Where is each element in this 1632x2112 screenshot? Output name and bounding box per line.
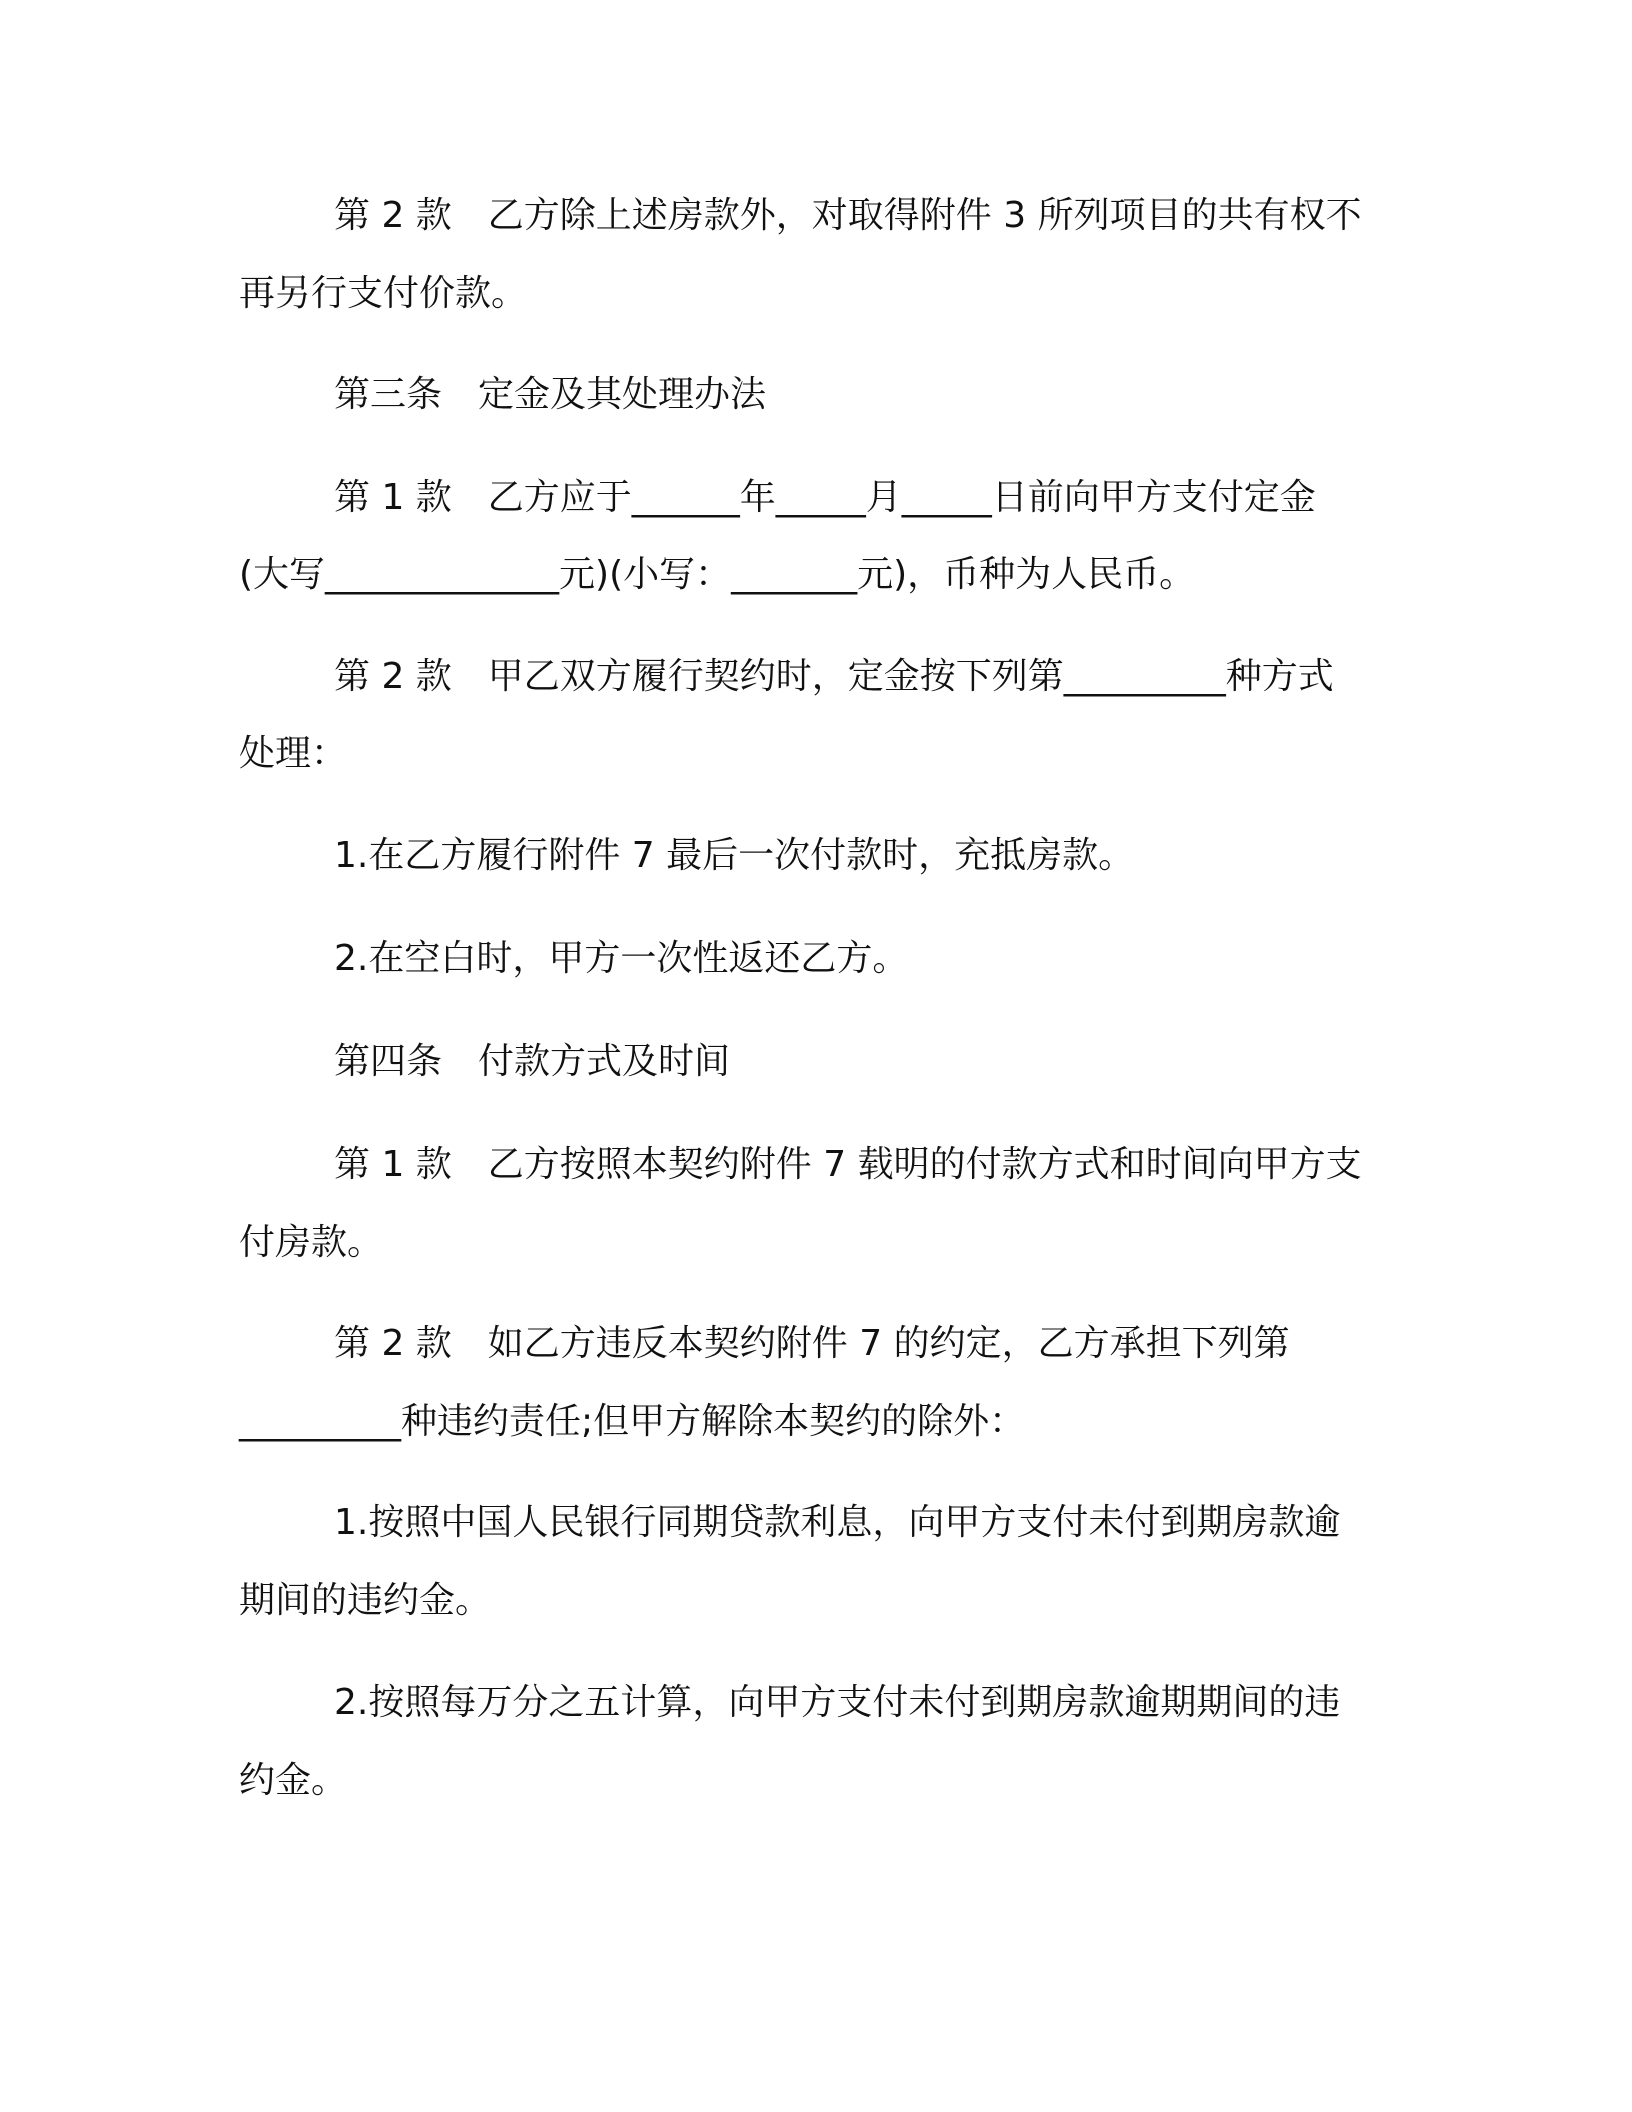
clause-3-2-line-2: 再另行支付价款。 <box>239 273 528 314</box>
article-4-heading: 第四条 付款方式及时间 <box>334 1041 731 1082</box>
article-3-heading: 第三条 定金及其处理办法 <box>334 374 767 415</box>
penalty-option-1-line-1: 1.按照中国人民银行同期贷款利息，向甲方支付未付到期房款逾 <box>334 1502 1341 1543</box>
article-3-clause-1-line-2: (大写_____________元)(小写：_______元)，币种为人民币。 <box>239 554 1196 595</box>
article-4-clause-2-line-2: _________种违约责任;但甲方解除本契约的除外： <box>239 1401 1026 1442</box>
article-4-clause-2-line-1: 第 2 款 如乙方违反本契约附件 7 的约定，乙方承担下列第 <box>334 1323 1290 1364</box>
article-3-clause-2-line-1: 第 2 款 甲乙双方履行契约时，定金按下列第_________种方式 <box>334 656 1334 697</box>
penalty-option-2-line-1: 2.按照每万分之五计算，向甲方支付未付到期房款逾期期间的违 <box>334 1682 1341 1723</box>
penalty-option-1-line-2: 期间的违约金。 <box>239 1580 492 1621</box>
article-3-clause-1-line-1: 第 1 款 乙方应于______年_____月_____日前向甲方支付定金 <box>334 477 1316 518</box>
article-3-clause-2-line-2: 处理： <box>239 733 348 774</box>
deposit-option-2: 2.在空白时，甲方一次性返还乙方。 <box>334 938 909 979</box>
article-4-clause-1-line-2: 付房款。 <box>239 1222 384 1263</box>
clause-3-2-line-1: 第 2 款 乙方除上述房款外，对取得附件 3 所列项目的共有权不 <box>334 195 1362 236</box>
penalty-option-2-line-2: 约金。 <box>239 1760 348 1801</box>
article-4-clause-1-line-1: 第 1 款 乙方按照本契约附件 7 载明的付款方式和时间向甲方支 <box>334 1144 1362 1185</box>
deposit-option-1: 1.在乙方履行附件 7 最后一次付款时，充抵房款。 <box>334 835 1135 876</box>
